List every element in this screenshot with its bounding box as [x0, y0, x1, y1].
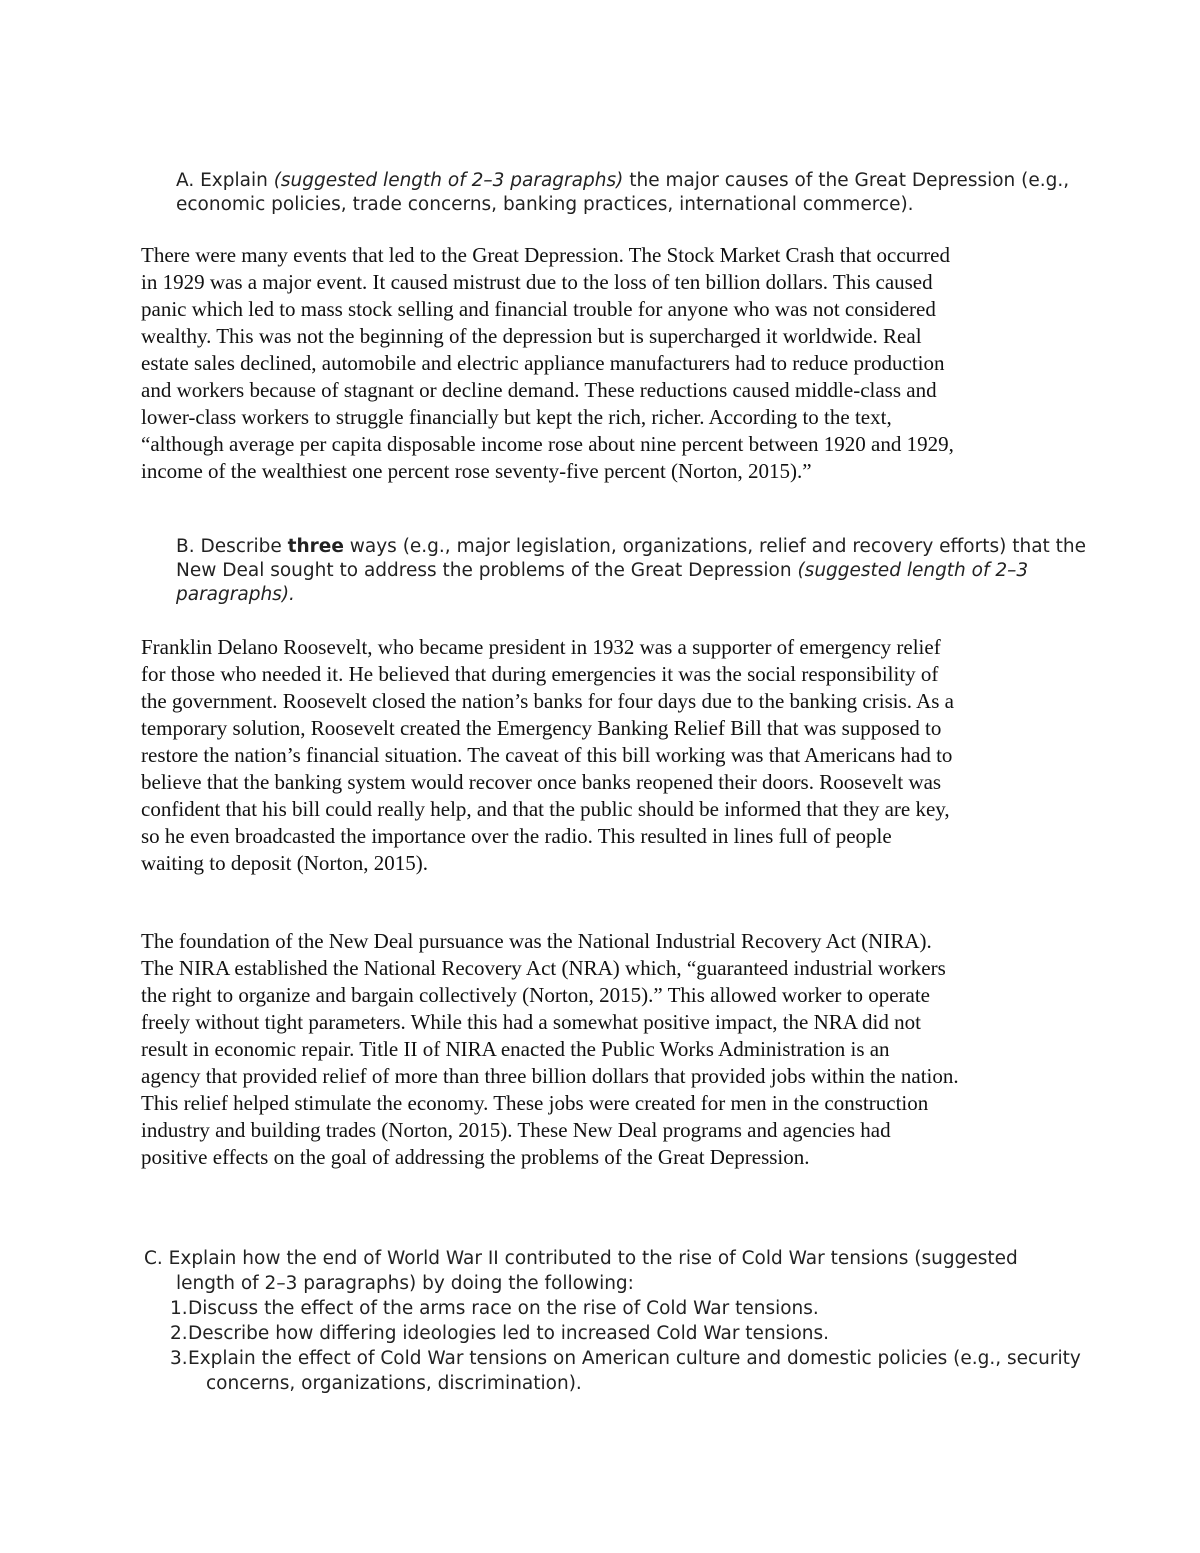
- section-a-label: A. Explain: [176, 170, 274, 191]
- section-b-prompt-line-1: [176, 535, 1087, 559]
- section-a-prompt-text: the major causes of the Great Depression (e.g.,: [623, 170, 1070, 191]
- item-text: Explain the effect of Cold War tensions on American culture and domestic policies (e.g., security: [188, 1348, 1081, 1369]
- answer-line: estate sales declined, automobile and electric appliance manufacturers had to reduce production: [141, 351, 945, 375]
- item-number: 3.: [170, 1348, 188, 1369]
- answer-line: the government. Roosevelt closed the nation’s banks for four days due to the banking crisis. As a: [141, 689, 955, 713]
- answer-line: panic which led to mass stock selling and financial trouble for anyone who was not considered: [141, 297, 936, 321]
- answer-line: industry and building trades (Norton, 2015). These New Deal programs and agencies had: [141, 1118, 891, 1142]
- answer-line: The NIRA established the National Recovery Act (NRA) which, “guaranteed industrial workers: [141, 956, 946, 980]
- answer-line: This relief helped stimulate the economy. These jobs were created for men in the construction: [141, 1091, 929, 1115]
- answer-line: confident that his bill could really help, and that the public should be informed that they are key,: [141, 797, 950, 821]
- section-c-prompt-line-1: C. Explain how the end of World War II contributed to the rise of Cold War tensions (suggested: [144, 1248, 1018, 1269]
- section-b-emphasis: three: [287, 536, 344, 557]
- section-b-prompt: [176, 535, 1087, 607]
- item-text: Discuss the effect of the arms race on the rise of Cold War tensions.: [188, 1298, 819, 1319]
- answer-line: the right to organize and bargain collectively (Norton, 2015).” This allowed worker to operate: [141, 983, 931, 1007]
- answer-line: result in economic repair. Title II of NIRA enacted the Public Works Administration is an: [141, 1037, 890, 1061]
- section-b-prompt-line-3: paragraphs).: [176, 584, 295, 605]
- section-c-item-3-continued: concerns, organizations, discrimination).: [206, 1373, 582, 1394]
- answer-line: temporary solution, Roosevelt created the Emergency Banking Relief Bill that was supposed to: [141, 716, 942, 740]
- section-b-prompt-line-2: [176, 559, 1076, 583]
- section-b-prompt-text: ways (e.g., major legislation, organizations, relief and recovery efforts) that the: [343, 536, 1087, 557]
- answer-line: positive effects on the goal of addressing the problems of the Great Depression.: [141, 1145, 810, 1169]
- section-b-prompt-text-2: New Deal sought to address the problems of the Great Depression: [176, 560, 798, 581]
- answer-line: waiting to deposit (Norton, 2015).: [141, 851, 428, 875]
- answer-line: lower-class workers to struggle financially but kept the rich, richer. According to the text,: [141, 405, 892, 429]
- answer-line: so he even broadcasted the importance over the radio. This resulted in lines full of people: [141, 824, 892, 848]
- item-number: 2.: [170, 1323, 188, 1344]
- item-text: Describe how differing ideologies led to increased Cold War tensions.: [188, 1323, 830, 1344]
- answer-line: for those who needed it. He believed that during emergencies it was the social responsibility of: [141, 662, 939, 686]
- answer-line: believe that the banking system would recover once banks reopened their doors. Roosevelt was: [141, 770, 942, 794]
- section-c-item-2: [144, 1321, 1074, 1346]
- answer-line: in 1929 was a major event. It caused mistrust due to the loss of ten billion dollars. This caused: [141, 270, 933, 294]
- answer-line: There were many events that led to the Great Depression. The Stock Market Crash that occurred: [141, 243, 950, 267]
- answer-line: agency that provided relief of more than three billion dollars that provided jobs within the nation.: [141, 1064, 959, 1088]
- section-a-answer: [141, 242, 1071, 485]
- section-a-prompt: [176, 169, 1076, 217]
- item-number: 1.: [170, 1298, 188, 1319]
- section-b-paragraph-2: [141, 928, 1071, 1171]
- section-c-item-3: [144, 1346, 1081, 1371]
- section-a-length-note: (suggested length of 2–3 paragraphs): [273, 170, 624, 191]
- section-a-prompt-line-2: economic policies, trade concerns, banking practices, international commerce).: [176, 194, 914, 215]
- answer-line: income of the wealthiest one percent rose seventy-five percent (Norton, 2015).”: [141, 459, 812, 483]
- answer-line: and workers because of stagnant or decline demand. These reductions caused middle-class and: [141, 378, 937, 402]
- section-b-label: B. Describe: [176, 536, 288, 557]
- section-b-length-note: (suggested length of 2–3: [797, 560, 1029, 581]
- section-a-prompt-line-1: [176, 169, 1076, 193]
- section-b-paragraph-1: [141, 634, 1071, 877]
- section-c-prompt-line-2: length of 2–3 paragraphs) by doing the following:: [176, 1273, 634, 1294]
- answer-line: freely without tight parameters. While this had a somewhat positive impact, the NRA did not: [141, 1010, 921, 1034]
- section-c-item-1: [144, 1296, 1074, 1321]
- answer-line: wealthy. This was not the beginning of the depression but is supercharged it worldwide. Real: [141, 324, 922, 348]
- answer-line: “although average per capita disposable income rose about nine percent between 1920 and 1929,: [141, 432, 954, 456]
- section-c-prompt: [144, 1246, 1081, 1396]
- answer-line: The foundation of the New Deal pursuance was the National Industrial Recovery Act (NIRA).: [141, 929, 932, 953]
- answer-line: Franklin Delano Roosevelt, who became president in 1932 was a supporter of emergency relief: [141, 635, 941, 659]
- answer-line: restore the nation’s financial situation. The caveat of this bill working was that Americans had to: [141, 743, 953, 767]
